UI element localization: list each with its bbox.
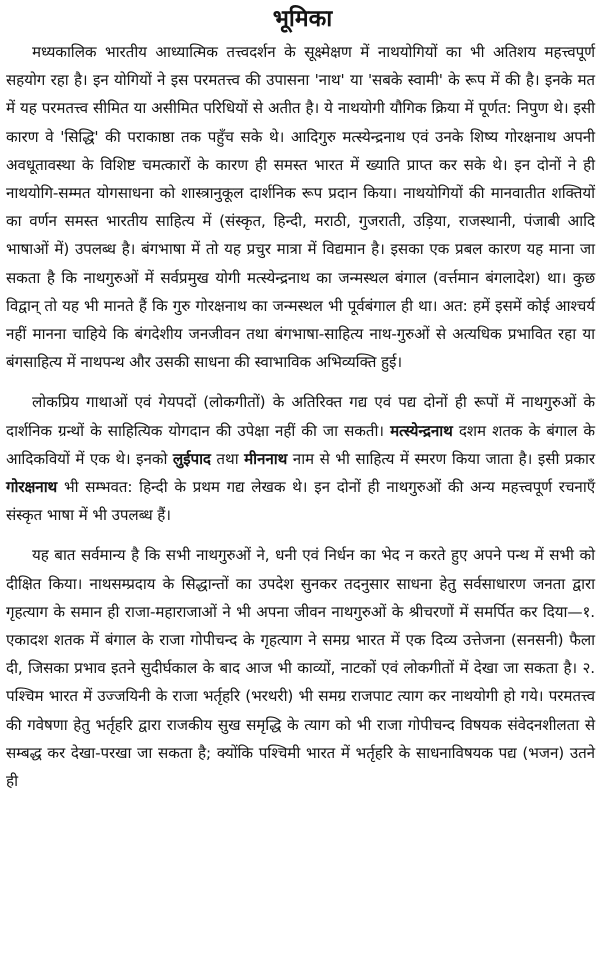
paragraph-2-text-3: तथा	[210, 449, 245, 468]
paragraph-2-text-4: नाम से भी साहित्य में स्मरण किया जाता है। इसी प्रकार	[287, 449, 596, 468]
paragraph-2-text-1: लोकप्रिय गाथाओं एवं गेयपदों (लोकगीतों) के अतिरिक्त गद्य एवं पद्य दोनों ही रूपों में नाथगुरुओं के दार्शनिक ग्रन्थों के साहित्यिक योगदान की उपेक्षा नहीं की जा सकती।	[6, 393, 595, 440]
paragraph-2-text-5: भी सम्भवत: हिन्दी के प्रथम गद्य लेखक थे। इन दोनों ही नाथगुरुओं की अन्य महत्त्वपूर्ण रचनाएँ संस्कृत भाषा में भी उपलब्ध हैं।	[6, 478, 595, 525]
paragraph-3: यह बात सर्वमान्य है कि सभी नाथगुरुओं ने, धनी एवं निर्धन का भेद न करते हुए अपने पन्थ में सभी को दीक्षित किया। नाथसम्प्रदाय के सिद्धान्तों का उपदेश सुनकर तदनुसार साधना हेतु सर्वसाधारण जनता द्वारा गृहत्याग के समान ही राजा-महाराजाओं ने भी अपना जीवन नाथगुरुओं के श्रीचरणों में समर्पित कर दिया—१. एकादश शतक में बंगाल के राजा गोपीचन्द के गृहत्याग ने समग्र भारत में एक दिव्य उत्तेजना (सनसनी) फैला दी, जिसका प्रभाव इतने सुदीर्घकाल के बाद आज भी काव्यों, नाटकों एवं लोकगीतों में देखा जा सकता है। २. पश्चिम भारत में उज्जयिनी के राजा भर्तृहरि (भरथरी) भी समग्र राजपाट त्याग कर नाथयोगी हो गये। परमतत्त्व की गवेषणा हेतु भर्तृहरि द्वारा राजकीय सुख समृद्धि के त्याग को भी राजा गोपीचन्द विषयक संवेदनशीलता से सम्बद्ध कर देखा-परखा जा सकता है; क्योंकि पश्चिमी भारत में भर्तृहरि के साधनाविषयक पद्य (भजन) उतने ही	[6, 546, 595, 791]
paragraph-2-text-2: दशम शतक के बंगाल के आदिकवियों में एक थे। इनको	[6, 421, 595, 468]
paragraph-1: मध्यकालिक भारतीय आध्यात्मिक तत्त्वदर्शन के सूक्ष्मेक्षण में नाथयोगियों का भी अतिशय महत्त्वपूर्ण सहयोग रहा है। इन योगियों ने इस परमतत्त्व की उपासना 'नाथ' या 'सबके स्वामी' के रूप में की है। इनके मत में यह परमतत्त्व सीमित या असीमित परिधियों से अतीत है। ये नाथयोगी यौगिक क्रिया में पूर्णत: निपुण थे। इसी कारण वे 'सिद्धि' की पराकाष्ठा तक पहुँच सके थे। आदिगुरु मत्स्येन्द्रनाथ एवं उनके शिष्य गोरक्षनाथ अपनी अवधूतावस्था के विशिष्ट चमत्कारों के कारण ही समस्त भारत में ख्याति प्राप्त कर सके थे। इन दोनों ने ही नाथयोगि-सम्मत योगसाधना को शास्त्रानुकूल दार्शनिक रूप प्रदान किया। नाथयोगियों की मानवातीत शक्तियों का वर्णन समस्त भारतीय साहित्य में (संस्कृत, हिन्दी, मराठी, गुजराती, उड़िया, राजस्थानी, पंजाबी आदि भाषाओं में) उपलब्ध है। बंगभाषा में तो यह प्रचुर मात्रा में विद्यमान है। इसका एक प्रबल कारण यह माना जा सकता है कि नाथगुरुओं में सर्वप्रमुख योगी मत्स्येन्द्रनाथ का जन्मस्थल बंगाल (वर्त्तमान बंगलादेश) था। कुछ विद्वान् तो यह भी मानते हैं कि गुरु गोरक्षनाथ का जन्मस्थल भी पूर्वबंगाल ही था। अत: हमें इसमें कोई आश्चर्य नहीं मानना चाहिये कि बंगदेशीय जनजीवन तथा बंगभाषा-साहित्य नाथ-गुरुओं से अत्यधिक प्रभावित रहा या बंगसाहित्य में नाथपन्थ और उसकी साधना की स्वाभाविक अभिव्यक्ति हुई।	[6, 43, 595, 372]
name-meennath: मीननाथ	[244, 449, 288, 468]
name-gorakshanath: गोरक्षनाथ	[6, 478, 58, 497]
paragraph-2	[6, 388, 595, 529]
name-luipad: लुईपाद	[172, 449, 211, 468]
paragraph-gap	[6, 529, 595, 541]
paragraph-gap	[6, 376, 595, 388]
name-matsyendranath: मत्स्येन्द्रनाथ	[390, 421, 453, 440]
page-title: भूमिका	[272, 6, 333, 32]
